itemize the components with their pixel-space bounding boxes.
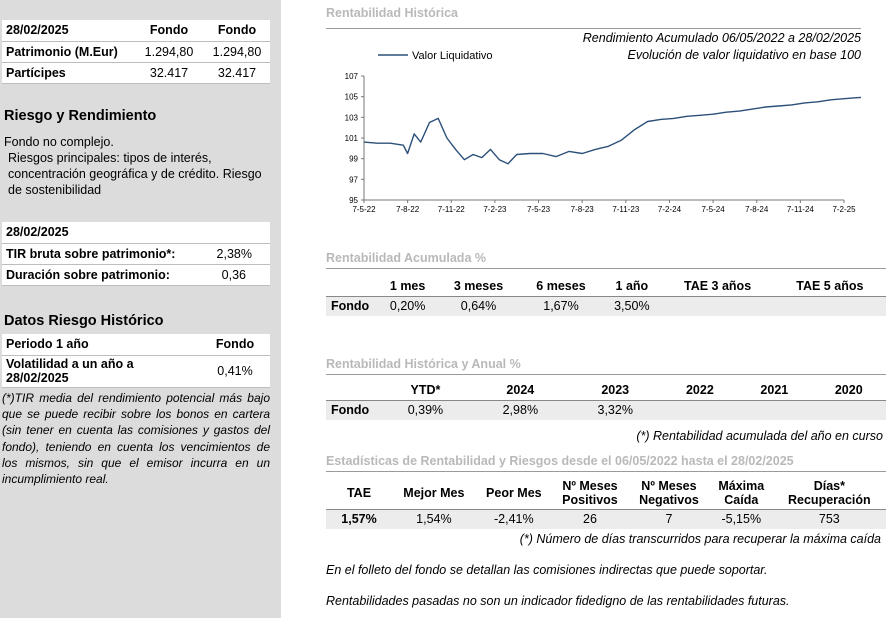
chart-section-title: Rentabilidad Histórica [326, 6, 458, 20]
participes-label: Partícipes [2, 62, 134, 83]
fund-summary-table [2, 20, 270, 84]
tir-date: 28/02/2025 [2, 222, 270, 243]
tir-row [2, 243, 270, 264]
historico-header-row [2, 334, 270, 355]
summary-col1-header: Fondo [134, 20, 204, 41]
riesgo-line2: Riesgos principales: tipos de interés, concentración geográfica y de crédito. Riesgo de sostenibilidad [8, 151, 262, 197]
estadisticas-header: Mejor Mes [392, 477, 476, 509]
anual-value [737, 400, 811, 420]
estadisticas-header: Días* Recuperación [773, 477, 886, 509]
performance-chart [326, 28, 861, 220]
patrimonio-label: Patrimonio (M.Eur) [2, 41, 134, 62]
historico-col2: Fondo [200, 334, 270, 355]
participes-value-2: 32.417 [204, 62, 270, 83]
anual-header: 2024 [473, 380, 568, 400]
anual-header: 2020 [812, 380, 886, 400]
y-tick-label: 107 [344, 72, 358, 81]
footer-rentabilidades: Rentabilidades pasadas no son un indicador fidedigno de las rentabilidades futuras. [326, 594, 790, 608]
riesgo-text [4, 134, 270, 198]
estadisticas-value: -5,15% [710, 509, 773, 529]
y-tick-label: 99 [349, 154, 358, 164]
acumulada-header-row [326, 276, 886, 296]
acumulada-header: 6 meses [520, 276, 602, 296]
estadisticas-header: Peor Mes [476, 477, 552, 509]
chart-subtitle: Evolución de valor liquidativo en base 100 [627, 48, 861, 62]
duracion-value: 0,36 [200, 264, 270, 285]
chart-axes [345, 72, 856, 214]
acumulada-fondo-row [326, 296, 886, 316]
x-tick-label: 7-8-24 [745, 205, 769, 214]
summary-col2-header: Fondo [204, 20, 270, 41]
chart-title: Rendimiento Acumulado 06/05/2022 a 28/02/2025 [582, 31, 861, 45]
y-tick-label: 95 [349, 196, 358, 205]
acumulada-row-label: Fondo [326, 296, 378, 316]
estadisticas-header-row [326, 477, 886, 509]
acumulada-rule [326, 268, 886, 269]
acumulada-value: 0,64% [437, 296, 519, 316]
anual-rule [326, 374, 886, 375]
historico-title: Datos Riesgo Histórico [4, 313, 164, 329]
anual-fondo-row [326, 400, 886, 420]
x-tick-label: 7-5-24 [701, 205, 725, 214]
anual-header: 2022 [663, 380, 737, 400]
estadisticas-table [326, 477, 886, 529]
anual-table [326, 380, 886, 420]
estadisticas-header: Nº Meses Negativos [628, 477, 710, 509]
riesgo-line1: Fondo no complejo. [4, 135, 114, 149]
estadisticas-value: 1,57% [326, 509, 392, 529]
duracion-row [2, 264, 270, 285]
acumulada-table [326, 276, 886, 316]
acumulada-value: 1,67% [520, 296, 602, 316]
anual-value [812, 400, 886, 420]
tir-footnote: (*)TIR media del rendimiento potencial más bajo que se puede recibir sobre los bonos en cartera (sin tener en cuenta las comisiones y gastos del fondo), teniendo en cuenta los vencimientos de los mismos, sin que el emisor incurra en un incumplimiento real. [2, 391, 270, 487]
estadisticas-value: -2,41% [476, 509, 552, 529]
volatilidad-label: Volatilidad a un año a 28/02/2025 [2, 355, 200, 387]
anual-header-row [326, 380, 886, 400]
acumulada-header: TAE 3 años [661, 276, 773, 296]
anual-header: 2023 [568, 380, 663, 400]
y-tick-label: 101 [344, 134, 358, 143]
x-tick-label: 7-2-25 [832, 205, 856, 214]
acumulada-corner [326, 276, 378, 296]
tir-value: 2,38% [200, 243, 270, 264]
footer-comisiones: En el folleto del fondo se detallan las comisiones indirectas que puede soportar. [326, 563, 768, 577]
acumulada-value [774, 296, 886, 316]
anual-value: 0,39% [378, 400, 473, 420]
patrimonio-value-1: 1.294,80 [134, 41, 204, 62]
left-panel [0, 0, 281, 618]
anual-header: YTD* [378, 380, 473, 400]
acumulada-header: 1 año [602, 276, 661, 296]
anual-header: 2021 [737, 380, 811, 400]
anual-footnote: (*) Rentabilidad acumulada del año en curso [636, 429, 883, 443]
acumulada-value [661, 296, 773, 316]
legend-label: Valor Liquidativo [412, 50, 493, 62]
acumulada-header: 3 meses [437, 276, 519, 296]
x-tick-label: 7-2-23 [483, 205, 507, 214]
historico-col1: Periodo 1 año [2, 334, 200, 355]
participes-value-1: 32.417 [134, 62, 204, 83]
chart-legend [378, 50, 493, 62]
y-tick-label: 97 [349, 175, 358, 185]
participes-row [2, 62, 270, 83]
estadisticas-value: 753 [773, 509, 886, 529]
estadisticas-header: TAE [326, 477, 392, 509]
anual-value [663, 400, 737, 420]
duracion-label: Duración sobre patrimonio: [2, 264, 200, 285]
series-line-valor-liquidativo [364, 97, 861, 164]
x-tick-label: 7-8-23 [570, 205, 594, 214]
estadisticas-footnote: (*) Número de días transcurridos para recuperar la máxima caída [519, 532, 881, 546]
acumulada-value: 3,50% [602, 296, 661, 316]
anual-corner [326, 380, 378, 400]
volatilidad-value: 0,41% [200, 355, 270, 387]
estadisticas-value: 1,54% [392, 509, 476, 529]
estadisticas-rule [326, 471, 886, 472]
anual-title: Rentabilidad Histórica y Anual % [326, 357, 521, 371]
volatilidad-row [2, 355, 270, 387]
x-tick-label: 7-8-22 [396, 205, 420, 214]
tir-header-row [2, 222, 270, 243]
estadisticas-header: Nº Meses Positivos [552, 477, 628, 509]
tir-table [2, 222, 270, 286]
estadisticas-title: Estadísticas de Rentabilidad y Riesgos desde el 06/05/2022 hasta el 28/02/2025 [326, 454, 794, 468]
x-tick-label: 7-11-22 [437, 205, 465, 214]
summary-date: 28/02/2025 [2, 20, 134, 41]
estadisticas-values-row [326, 509, 886, 529]
x-tick-label: 7-11-23 [612, 205, 640, 214]
y-tick-label: 103 [344, 113, 358, 123]
acumulada-header: 1 mes [378, 276, 437, 296]
x-tick-label: 7-5-23 [526, 205, 551, 214]
patrimonio-row [2, 41, 270, 62]
x-tick-label: 7-2-24 [657, 205, 682, 214]
riesgo-title: Riesgo y Rendimiento [4, 108, 157, 124]
y-tick-label: 105 [344, 92, 358, 102]
estadisticas-header: Máxima Caída [710, 477, 773, 509]
x-tick-label: 7-11-24 [786, 205, 814, 214]
tir-label: TIR bruta sobre patrimonio*: [2, 243, 200, 264]
acumulada-header: TAE 5 años [774, 276, 886, 296]
chart-plot-area [364, 97, 861, 164]
estadisticas-value: 26 [552, 509, 628, 529]
acumulada-title: Rentabilidad Acumulada % [326, 251, 486, 265]
fund-summary-header-row [2, 20, 270, 41]
estadisticas-value: 7 [628, 509, 710, 529]
acumulada-value: 0,20% [378, 296, 437, 316]
anual-value: 2,98% [473, 400, 568, 420]
anual-row-label: Fondo [326, 400, 378, 420]
anual-value: 3,32% [568, 400, 663, 420]
historico-table [2, 334, 270, 388]
x-tick-label: 7-5-22 [352, 205, 376, 214]
patrimonio-value-2: 1.294,80 [204, 41, 270, 62]
